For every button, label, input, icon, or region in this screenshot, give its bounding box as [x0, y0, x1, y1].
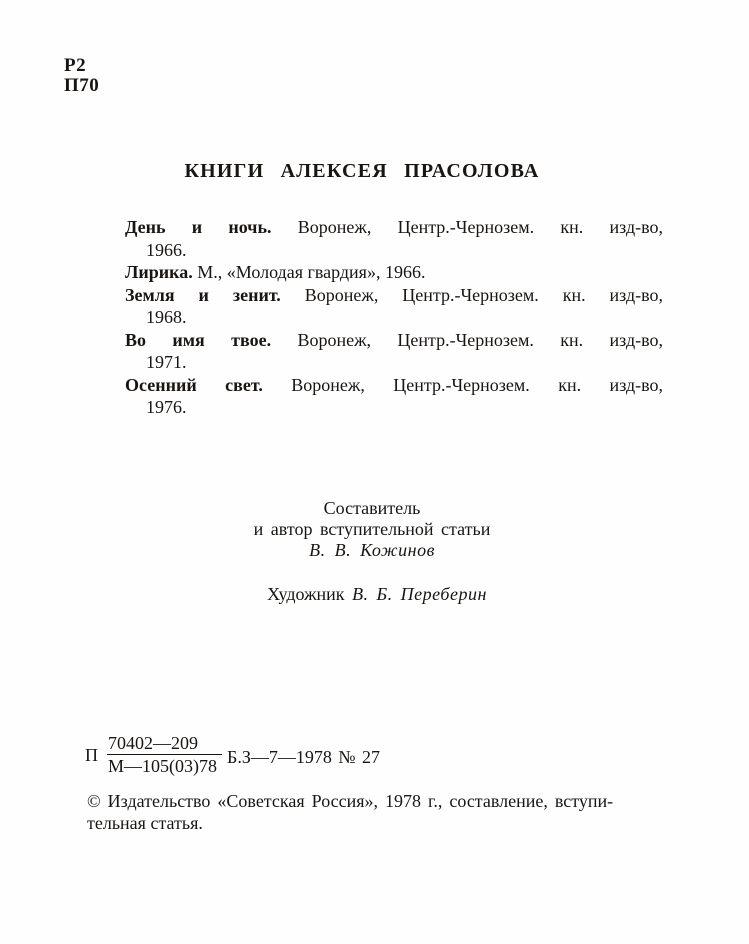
book-year: 1971.: [146, 352, 187, 372]
copyright-line1: © Издательство «Советская Россия», 1978 г., составление, вступи-: [87, 791, 614, 811]
book-publisher: М., «Молодая гвардия», 1966.: [192, 262, 426, 282]
imprint-numerator: 70402—209: [108, 733, 198, 753]
book-entry: [125, 284, 663, 329]
book-line1: [125, 329, 663, 352]
compiler-credit: [254, 498, 491, 561]
book-year: 1976.: [146, 397, 187, 417]
book-line1: [125, 261, 663, 284]
book-list: [125, 216, 663, 419]
book-entry: [125, 216, 663, 261]
book-title: Во имя твое.: [125, 329, 272, 350]
book-year: 1968.: [146, 307, 187, 327]
library-classification: [64, 56, 99, 96]
book-publisher: Воронеж, Центр.-Чернозем. кн. изд-во,: [271, 329, 663, 350]
book-title: Осенний свет.: [125, 374, 263, 395]
compiler-name: В. В. Кожинов: [309, 540, 435, 560]
book-publisher: Воронеж, Центр.-Чернозем. кн. изд-во,: [271, 217, 663, 237]
copyright-line2: тельная статья.: [87, 813, 203, 833]
book-year: 1966.: [146, 239, 187, 260]
book-title: День и ночь.: [125, 217, 272, 237]
book-publisher: Воронеж, Центр.-Чернозем. кн. изд-во,: [280, 284, 663, 305]
book-title: Земля и зенит.: [125, 284, 281, 305]
book-entry: [125, 374, 663, 419]
book-line1: [125, 374, 663, 397]
artist-label: Художник: [267, 584, 345, 604]
compiler-role-line2: и автор вступительной статьи: [253, 519, 491, 539]
page-title: КНИГИ АЛЕКСЕЯ ПРАСОЛОВА: [184, 160, 540, 182]
classification-line1: Р2: [64, 55, 87, 76]
book-entry: [125, 329, 663, 374]
imprint-fraction: [107, 733, 222, 776]
book-line1: [125, 216, 663, 239]
artist-name: В. Б. Переберин: [352, 584, 487, 604]
imprint-prefix: П: [85, 744, 98, 765]
imprint-denominator: М—105(03)78: [107, 754, 222, 776]
compiler-role-line1: Составитель: [323, 498, 421, 518]
imprint-line: [85, 733, 380, 776]
book-publisher: Воронеж, Центр.-Чернозем. кн. изд-во,: [262, 374, 664, 395]
artist-credit: [267, 584, 487, 605]
book-entry: [125, 261, 663, 284]
imprint-code: Б.З—7—1978 № 27: [227, 746, 381, 767]
book-line1: [125, 284, 663, 307]
copyright-notice: [87, 790, 613, 834]
book-title: Лирика.: [125, 262, 193, 282]
classification-line2: П70: [64, 75, 100, 96]
